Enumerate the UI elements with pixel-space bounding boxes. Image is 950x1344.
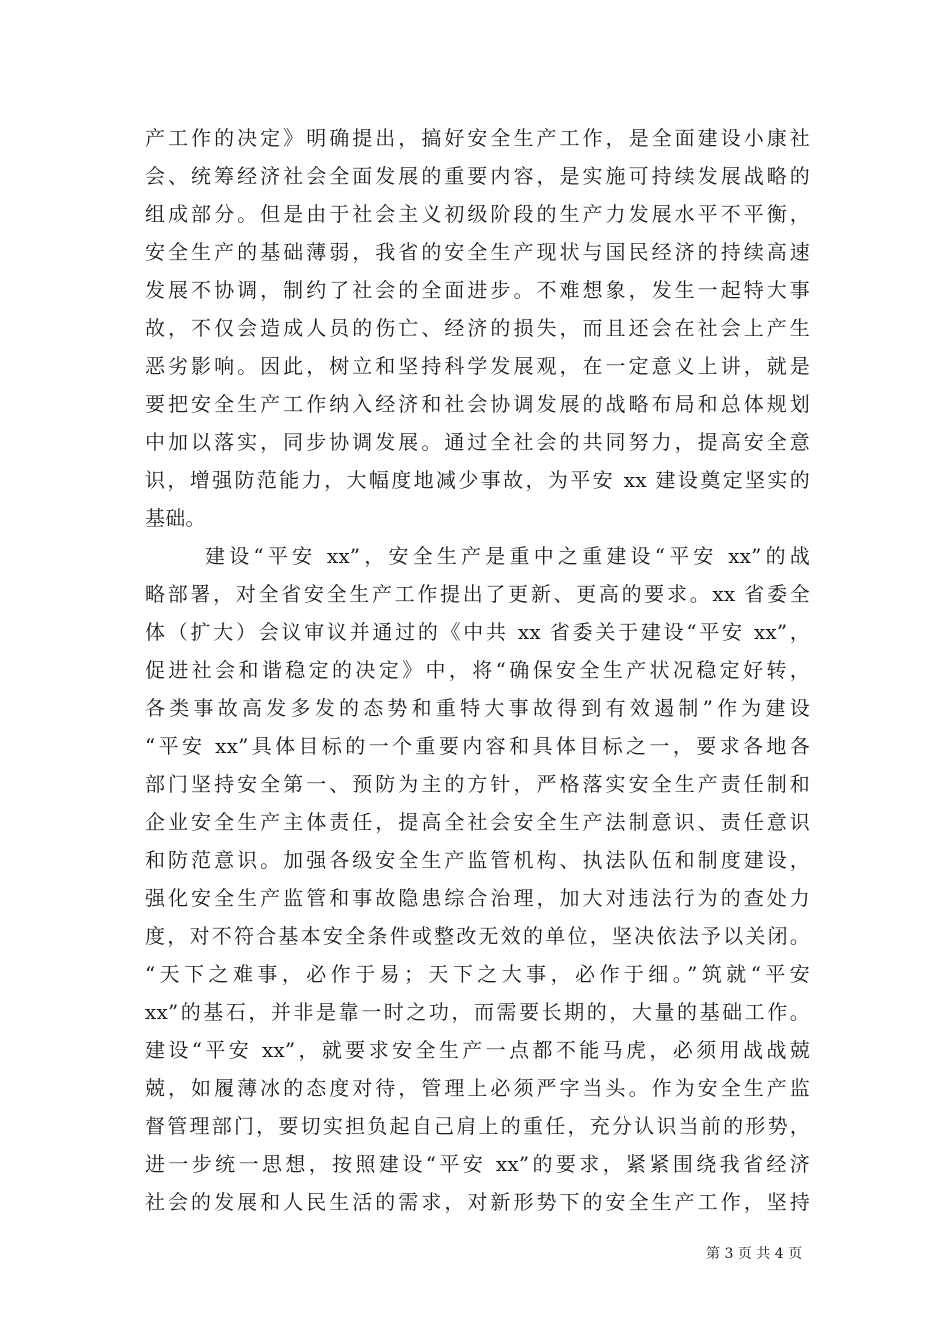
paragraph-2-line-1: 建设“平安 xx”，安全生产是重中之重建设“平安 xx”的战 — [205, 544, 810, 568]
paragraph-2-line-18: 社会的发展和人民生活的需求，对新形势下的安全生产工作，坚持 — [145, 1190, 810, 1214]
paragraph-2-line-15: 兢，如履薄冰的态度对待，管理上必须严字当头。作为安全生产监 — [145, 1076, 810, 1100]
paragraph-2-line-5: 各类事故高发多发的态势和重特大事故得到有效遏制”作为建设 — [145, 696, 810, 720]
paragraph-2-line-12: “天下之难事，必作于易；天下之大事，必作于细。”筑就“平安 — [145, 962, 810, 986]
paragraph-2-line-6: “平安 xx”具体目标的一个重要内容和具体目标之一，要求各地各 — [145, 734, 810, 758]
paragraph-2-line-8: 企业安全生产主体责任，提高全社会安全生产法制意识、责任意识 — [145, 810, 810, 834]
paragraph-2-line-4: 促进社会和谐稳定的决定》中，将“确保安全生产状况稳定好转， — [145, 658, 810, 682]
paragraph-2-line-10: 强化安全生产监管和事故隐患综合治理，加大对违法行为的查处力 — [145, 886, 810, 910]
paragraph-2-line-9: 和防范意识。加强各级安全生产监管机构、执法队伍和制度建设， — [145, 848, 810, 872]
paragraph-2-line-14: 建设“平安 xx”，就要求安全生产一点都不能马虎，必须用战战兢 — [145, 1038, 810, 1062]
paragraph-1-line-3: 组成部分。但是由于社会主义初级阶段的生产力发展水平不平衡， — [145, 202, 810, 226]
paragraph-1-line-4: 安全生产的基础薄弱，我省的安全生产现状与国民经济的持续高速 — [145, 240, 810, 264]
paragraph-1-line-5: 发展不协调，制约了社会的全面进步。不难想象，发生一起特大事 — [145, 278, 810, 302]
paragraph-1-line-6: 故，不仅会造成人员的伤亡、经济的损失，而且还会在社会上产生 — [145, 316, 810, 340]
paragraph-1-line-8: 要把安全生产工作纳入经济和社会协调发展的战略布局和总体规划 — [145, 392, 810, 416]
paragraph-2-line-3: 体（扩大）会议审议并通过的《中共 xx 省委关于建设“平安 xx”， — [145, 620, 810, 644]
paragraph-2-line-17: 进一步统一思想，按照建设“平安 xx”的要求，紧紧围绕我省经济 — [145, 1152, 810, 1176]
paragraph-2-line-11: 度，对不符合基本安全条件或整改无效的单位，坚决依法予以关闭。 — [145, 924, 810, 948]
paragraph-1-line-10: 识，增强防范能力，大幅度地减少事故，为平安 xx 建设奠定坚实的 — [145, 468, 810, 492]
paragraph-2-line-16: 督管理部门，要切实担负起自己肩上的重任，充分认识当前的形势， — [145, 1114, 810, 1138]
paragraph-2-line-13: xx”的基石，并非是靠一时之功，而需要长期的，大量的基础工作。 — [145, 1000, 810, 1024]
paragraph-2-line-7: 部门坚持安全第一、预防为主的方针，严格落实安全生产责任制和 — [145, 772, 810, 796]
paragraph-1-line-7: 恶劣影响。因此，树立和坚持科学发展观，在一定意义上讲，就是 — [145, 354, 810, 378]
paragraph-1-line-2: 会、统筹经济社会全面发展的重要内容，是实施可持续发展战略的 — [145, 164, 810, 188]
paragraph-1-line-1: 产工作的决定》明确提出，搞好安全生产工作，是全面建设小康社 — [145, 126, 810, 150]
page-number-footer: 第 3 页 共 4 页 — [706, 1246, 803, 1262]
paragraph-1-line-9: 中加以落实，同步协调发展。通过全社会的共同努力，提高安全意 — [145, 430, 810, 454]
paragraph-2-line-2: 略部署，对全省安全生产工作提出了更新、更高的要求。xx 省委全 — [145, 582, 810, 606]
paragraph-1-line-11: 基础。 — [145, 506, 206, 530]
